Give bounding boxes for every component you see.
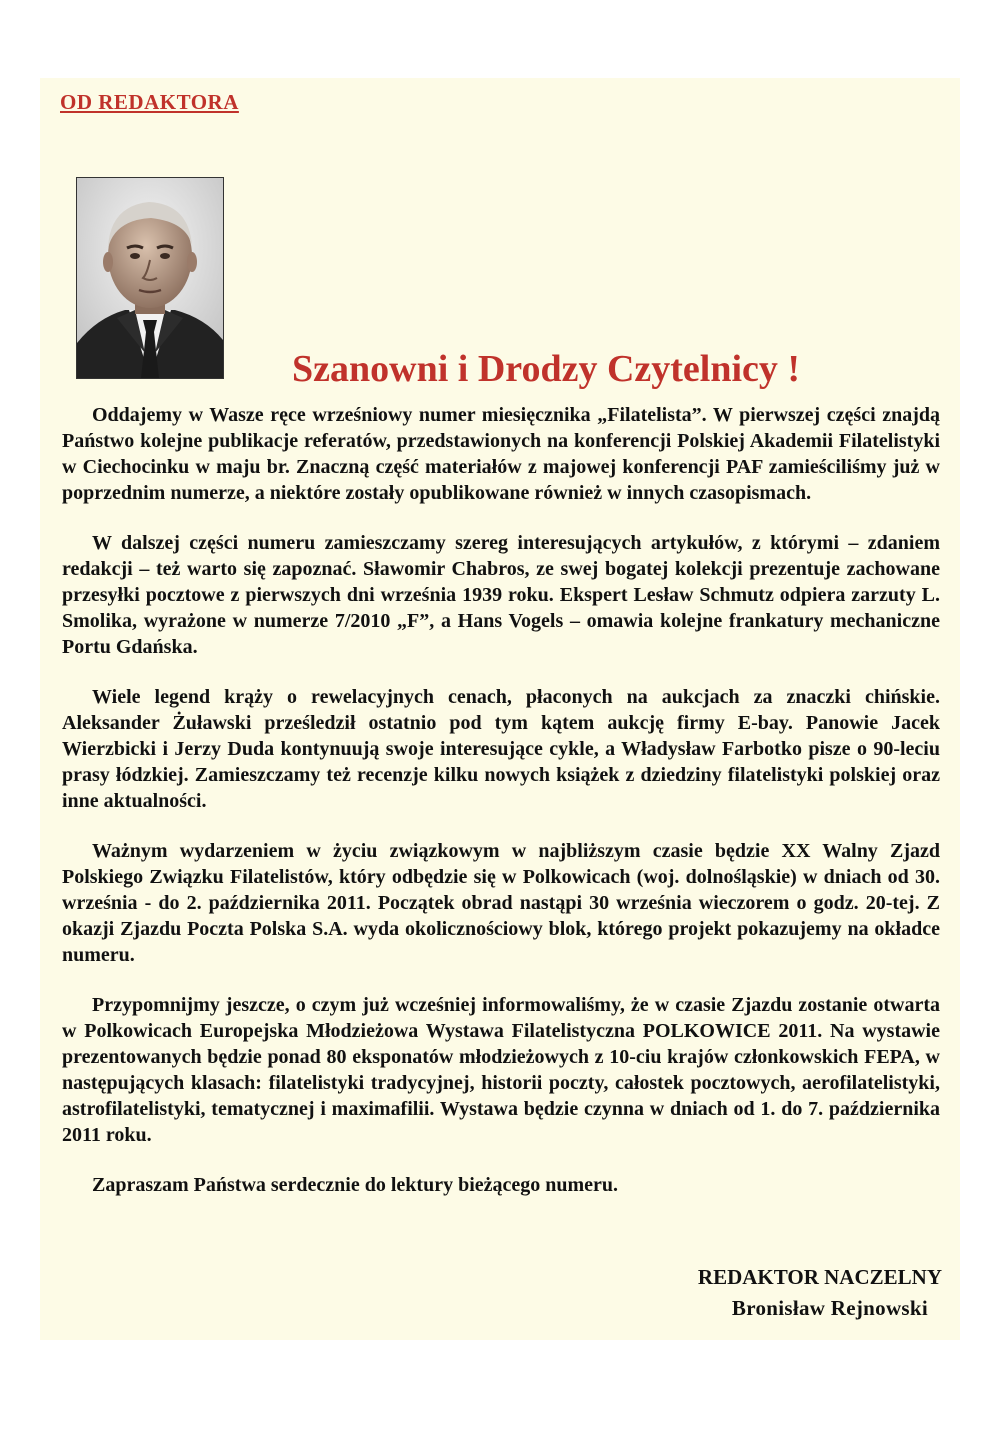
paragraph: Przypomnijmy jeszcze, o czym już wcześniej informowaliśmy, że w czasie Zjazdu zostanie otwarta w Polkowicach Europejska Młodzieżowa Wystawa Filatelistyczna POLKOWICE 2011. Na wystawie prezentowanych będzie ponad 80 eksponatów młodzieżowych z 10-ciu krajów członkowskich FEPA, w następujących klasach: filatelistyki tradycyjnej, historii poczty, całostek pocztowych, aerofilatelistyki, astrofilatelistyki, tematycznej i maximafilii. Wystawa będzie czynna w dniach od 1. do 7. października 2011 roku. [62, 994, 940, 1146]
signature-block [698, 1262, 942, 1324]
paragraph: Wiele legend krąży o rewelacyjnych cenach, płaconych na aukcjach za znaczki chińskie. Aleksander Żuławski prześledził ostatnio pod tym kątem aukcję firmy E-bay. Panowie Jacek Wierzbicki i Jerzy Duda kontynuują swoje interesujące cykle, a Władysław Farbotko pisze o 90-leciu prasy łódzkiej. Zamieszczamy też recenzje kilku nowych książek z dziedziny filatelistyki polskiej oraz inne aktualności. [62, 686, 940, 812]
paragraph: W dalszej części numeru zamieszczamy szereg interesujących artykułów, z którymi – zdaniem redakcji – też warto się zapoznać. Sławomir Chabros, ze swej bogatej kolekcji prezentuje zachowane przesyłki pocztowe z pierwszych dni września 1939 roku. Ekspert Lesław Schmutz odpiera zarzuty L. Smolika, wyrażone w numerze 7/2010 „F”, a Hans Vogels – omawia kolejne frankatury mechaniczne Portu Gdańska. [62, 532, 940, 658]
greeting-heading: Szanowni i Drodzy Czytelnicy ! [292, 348, 801, 390]
paragraph: Oddajemy w Wasze ręce wrześniowy numer miesięcznika „Filatelista”. W pierwszej części znajdą Państwo kolejne publikacje referatów, przedstawionych na konferencji Polskiej Akademii Filatelistyki w Ciechocinku w maju br. Znaczną część materiałów z majowej konferencji PAF zamieściliśmy już w poprzednim numerze, a niektóre zostały opublikowane również w innych czasopismach. [62, 404, 940, 504]
portrait-photo [76, 177, 224, 379]
paragraph: Ważnym wydarzeniem w życiu związkowym w najbliższym czasie będzie XX Walny Zjazd Polskiego Związku Filatelistów, który odbędzie się w Polkowicach (woj. dolnośląskie) w dniach od 30. września - do 2. października 2011. Początek obrad nastąpi 30 września wieczorem o godz. 20-tej. Z okazji Zjazdu Poczta Polska S.A. wyda okolicznościowy blok, którego projekt pokazujemy na okładce numeru. [62, 840, 940, 966]
signature-name: Bronisław Rejnowski [731, 1296, 929, 1320]
signature-title: REDAKTOR NACZELNY [697, 1265, 942, 1289]
section-title: OD REDAKTORA [60, 90, 239, 114]
letter-body [62, 402, 940, 1222]
paragraph: Zapraszam Państwa serdecznie do lektury bieżącego numeru. [92, 1174, 619, 1196]
